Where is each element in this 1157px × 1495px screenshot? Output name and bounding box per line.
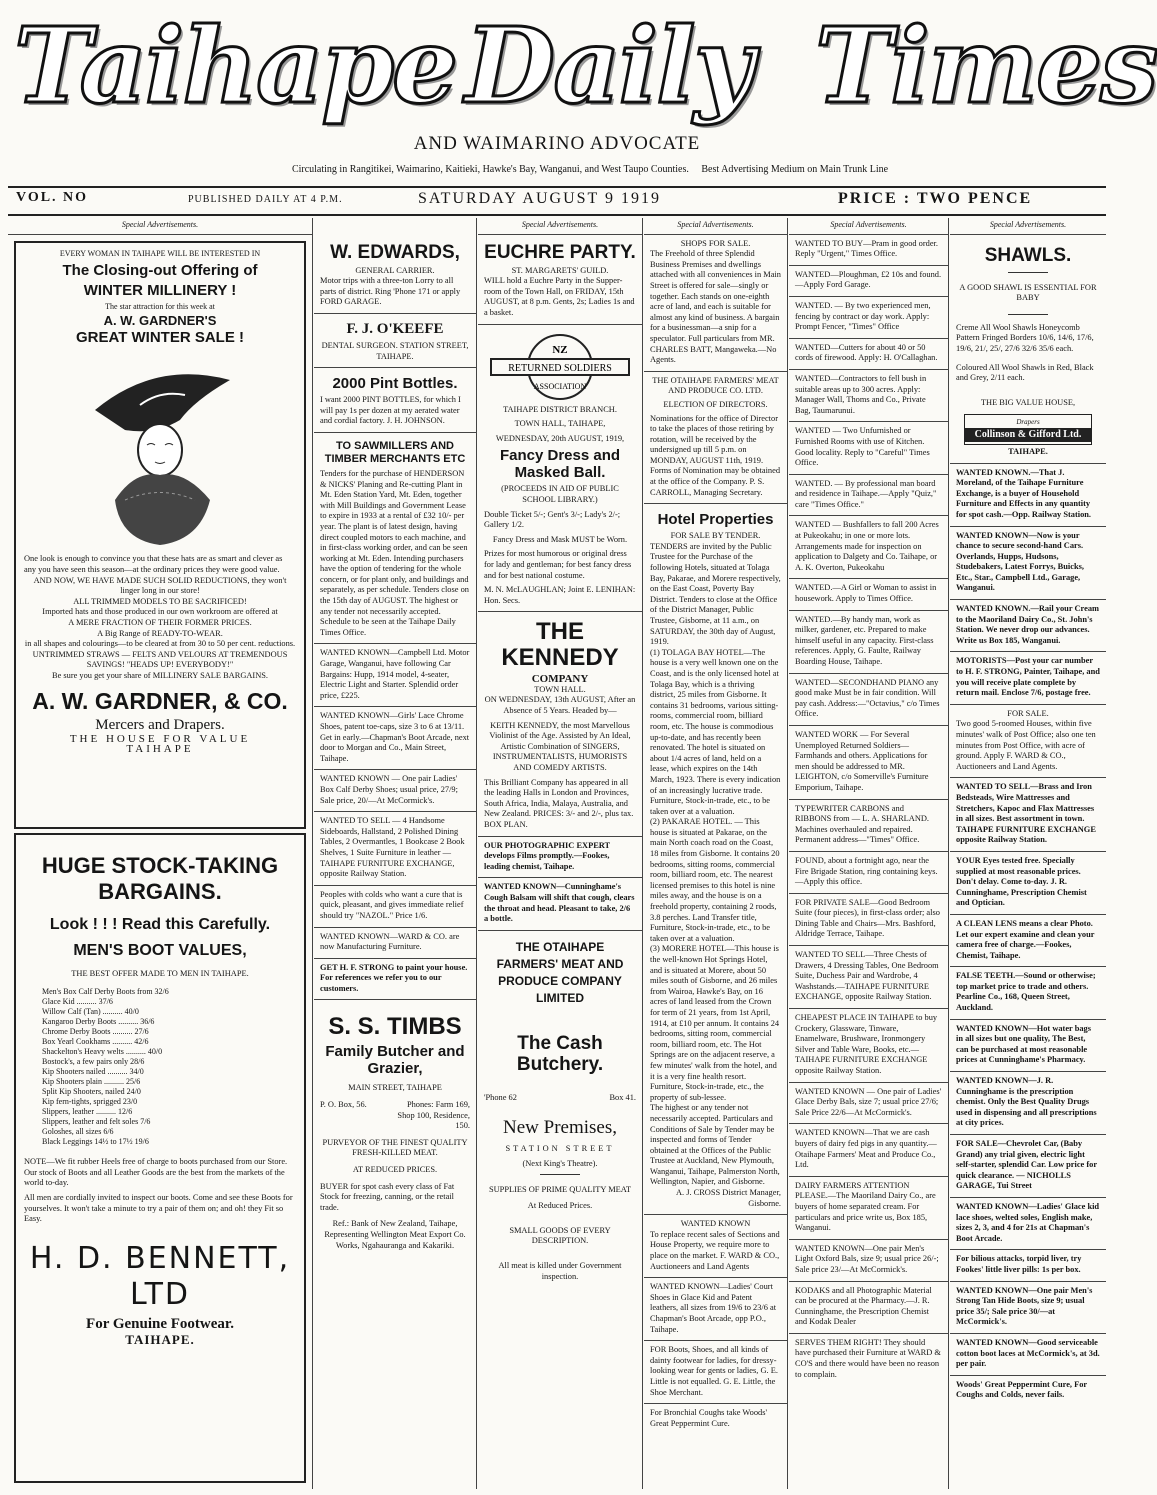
divider bbox=[540, 1174, 580, 1175]
court-shoes-ad: WANTED KNOWN—Ladies' Court Shoes in Glace Kid and Patent leathers, all sizes from 19/6 to 23/6 at Chapman's Boot Arcade, opp P.O., Taihape. bbox=[644, 1278, 787, 1341]
big-value-house: THE BIG VALUE HOUSE, bbox=[980, 397, 1076, 407]
classified-ad: WANTED. — By professional man board and residence in Taihape.—Apply "Quiz," care "Times Office." bbox=[789, 475, 948, 517]
prizes-line: Prizes for most humorous or original dress for lady and gentleman; for best fancy dress and for best national costume. bbox=[484, 549, 632, 580]
good-shawl-line: A GOOD SHAWL IS ESSENTIAL FOR BABY bbox=[959, 282, 1097, 303]
classified-ad: FOR SALE—Chevrolet Car, (Baby Grand) any trial given, electric light self-starter, splendid Car. Low price for quick clearance. — NICHOLLS GARAGE, Tui Street bbox=[950, 1135, 1106, 1198]
classified-ad: KODAKS and all Photographic Material can be procured at the Pharmacy.—J. R. Cunninghame, the Prescription Chemist and Kodak Dealer bbox=[789, 1282, 948, 1334]
for-sale-body: Two good 5-roomed Houses, within five minutes' walk of Post Office; also one ten minutes from Post Office, with acre of ground. Apply F. WARD & CO., Auctioneers and Land Agents. bbox=[956, 719, 1096, 771]
published-daily: PUBLISHED DAILY AT 4 P.M. bbox=[188, 194, 343, 205]
top-rule bbox=[8, 186, 1106, 188]
classified-ad: WANTED KNOWN—J. R. Cunninghame is the prescription chemist. Only the Best Quality Drugs used in dispensing and all prescriptions at city prices. bbox=[950, 1072, 1106, 1135]
invite-text: All men are cordially invited to inspect our boots. Come and see these Boots for yourselves. It won't take a minute to try a pair of them on; and oh! they Fit so Easy. bbox=[24, 1192, 293, 1224]
euchre-ad bbox=[478, 235, 642, 325]
price-item: Chrome Derby Boots .......... 27/6 bbox=[42, 1027, 149, 1037]
special-advertisements-header: Special Advertisements. bbox=[950, 218, 1106, 235]
price-item: Bostock's, a few pairs only 28/6 bbox=[42, 1057, 145, 1067]
shops-ad bbox=[644, 235, 787, 372]
genuine-footwear: For Genuine Footwear. bbox=[86, 1315, 234, 1332]
classified-ad: FALSE TEETH.—Sound or otherwise; top market price to trade and others. Pearline Co., 168, Queen Street, Auckland. bbox=[950, 967, 1106, 1019]
bennett-name: H. D. BENNETT, LTD bbox=[29, 1240, 291, 1312]
price-item: Box Yearl Cookhams .......... 42/6 bbox=[42, 1037, 149, 1047]
timbs-phones: Phones: Farm 169, Shop 100, Residence, 150. bbox=[397, 1100, 470, 1131]
best-offer-line: THE BEST OFFER MADE TO MEN IN TAIHAPE. bbox=[71, 968, 249, 978]
timbs-po-box: P. O. Box, 56. bbox=[320, 1100, 367, 1110]
special-advertisements-header: Special Advertisements. bbox=[789, 218, 948, 235]
kennedy-company: COMPANY bbox=[531, 673, 589, 686]
classified-ad: WANTED TO SELL—Three Chests of Drawers, 4 Dressing Tables, One Bedroom Suite, Duchess Pair and Wardrobe, 4 Washstands.—TAIHAPE FURNITURE EXCHANGE, opposite Railway Station. bbox=[789, 946, 948, 1009]
cough-ad: WANTED KNOWN—Cunninghame's Cough Balsam will shift that cough, clears the throat and head. Pleasant to take, 2/6 a bottle. bbox=[478, 878, 642, 930]
price-item: Kangaroo Derby Boots .......... 36/6 bbox=[42, 1017, 155, 1027]
read-carefully: Look ! ! ! Read this Carefully. bbox=[49, 915, 271, 933]
boot-price-list bbox=[24, 987, 296, 1147]
classified-ad: YOUR Eyes tested free. Specially supplied at most reasonable prices. Don't delay. Come to-day. J. R. Cunninghame, Prescription Chemist and Optician. bbox=[950, 852, 1106, 915]
collinson-town: TAIHAPE. bbox=[1008, 446, 1048, 456]
classified-ad: A CLEAN LENS means a clear Photo. Let our expert examine and clean your camera free of charge.—Fookes, Chemist, Taihape. bbox=[950, 915, 1106, 967]
edwards-name: W. EDWARDS, bbox=[330, 241, 460, 263]
photo-ad: OUR PHOTOGRAPHIC EXPERT develops Films promptly.—Fookes, leading chemist, Taihape. bbox=[478, 837, 642, 879]
election-title: ELECTION OF DIRECTORS. bbox=[663, 399, 768, 409]
best-medium-text: Best Advertising Medium on Main Trunk Line bbox=[701, 164, 889, 175]
classified-ad: Woods' Great Peppermint Cure, For Coughs and Colds, never fails. bbox=[956, 1379, 1087, 1400]
classified-ad: WANTED.—By handy man, work as milker, gardener, etc. Prepared to make himself useful in any capacity. First-class references. Apply, G. Faulte, Railway Boarding House, Taihape. bbox=[789, 611, 948, 674]
classified-ad: For bilious attacks, torpid liver, try Fookes' little liver pills: 1s per box. bbox=[950, 1250, 1106, 1281]
at-reduced-line: At Reduced Prices. bbox=[527, 1201, 593, 1211]
election-company: THE OTAIHAPE FARMERS' MEAT AND PRODUCE CO. LTD. bbox=[652, 375, 779, 396]
classified-ad: TYPEWRITER CARBONS and RIBBONS from — L. A. SHARLAND. Machines overhauled and repaired. Permanent address—"Times" Office. bbox=[789, 800, 948, 852]
classified-ad: WANTED—Cutters for about 40 or 50 cords of firewood. Apply: H. O'Callaghan. bbox=[789, 339, 948, 370]
wanted-known-ad bbox=[644, 1215, 787, 1278]
hat-illustration-icon bbox=[85, 350, 235, 550]
classified-ad: WANTED KNOWN.—Rail your Cream to the Maoriland Dairy Co., St. John's Station. We never drop our advances. Write us Box 185, Wanganui. bbox=[950, 600, 1106, 652]
hotel-signature: A. J. CROSS District Manager, Gisborne. bbox=[675, 1188, 781, 1208]
chrome-shoes-ad: WANTED KNOWN—Girls' Lace Chrome Shoes, patent toe-caps, size 3 to 6 at 13/11. Get in early.—Chapman's Boot Arcade, next door to Morgan and Co., Main Street, Taihape. bbox=[314, 707, 476, 770]
okeefe-name: F. J. O'KEEFE bbox=[346, 320, 444, 337]
rsa-date: WEDNESDAY, 20th AUGUST, 1919, bbox=[495, 433, 625, 443]
circulation-text: Circulating in Rangitikei, Waimarino, Kaitieki, Hawke's Bay, Wanganui, and West Taupo Counties. bbox=[291, 164, 689, 175]
hotel-highest: The highest or any tender not necessarily accepted. Particulars and Conditions of Sale by Tender may be inspected and forms of Tender obtained at the Offices of the Public Trustee at Auckland, New Plymouth, Wanganui, Taihape, Palmerston North, Wellington, Napier, and Gisborne. bbox=[650, 1103, 780, 1187]
rsa-badge-icon bbox=[485, 331, 635, 403]
rsa-band-text: RETURNED SOLDIERS bbox=[508, 362, 612, 374]
price-item: Goloshes, all sizes 6/6 bbox=[42, 1127, 114, 1137]
great-winter-sale: GREAT WINTER SALE ! bbox=[75, 329, 245, 347]
classified-ad: WANTED KNOWN—That we are cash buyers of dairy fed pigs in any quantity.—Otaihape Farmers' Meat and Produce Co., Ltd. bbox=[789, 1124, 948, 1176]
sawmill-body: Tenders for the purchase of HENDERSON & NICKS' Planing and Re-cutting Plant in Mt. Eden Station Yard, Mt. Eden, together with Mill Buildings and Government Lease to expire in 1933 at a rental of £32 10/- per year. The plant is of latest design, having direct coupled motors to each machine, and in first-class working order, and can be seen working at Mt. Eden. Intending purchasers have the option of tendering for the whole concern, or for plant only, and buildings and separately, as per schedule. Tenders close on the 15th day of AUGUST. The highest or any tender not necessarily accepted. Schedule to be seen at the Taihape Daily Times Office. bbox=[320, 468, 469, 637]
ad-star-line: The star attraction for this week at bbox=[105, 302, 215, 312]
coloured-shawls: Coloured All Wool Shawls in Red, Black and Grey, 2/11 each. bbox=[956, 362, 1094, 383]
kennedy-date: ON WEDNESDAY, 13th AUGUST, After an Absence of 5 Years. Headed by— bbox=[484, 695, 636, 716]
bronchial-ad: For Bronchial Coughs take Woods' Great Peppermint Cure. bbox=[650, 1408, 767, 1428]
cash-contact bbox=[484, 1093, 636, 1104]
cash-box: Box 41. bbox=[609, 1092, 636, 1102]
election-body: Nominations for the office of Director to take the places of those retiring by rotation, will be received by the undersigned up till 5 p.m. on MONDAY, AUGUST 11th, 1919. Forms of Nomination may be obtained at the office of the Company. P. S. CARROLL, Managing Secretary. bbox=[650, 413, 781, 497]
bennett-town: TAIHAPE. bbox=[125, 1332, 195, 1348]
supplies-line: SUPPLIES OF PRIME QUALITY MEAT bbox=[488, 1184, 632, 1194]
small-goods-line: SMALL GOODS OF EVERY DESCRIPTION. bbox=[509, 1225, 611, 1246]
hotel-tender: FOR SALE BY TENDER. bbox=[670, 531, 761, 541]
column-rule bbox=[312, 218, 313, 1489]
note-text: NOTE—We fit rubber Heels free of charge to boots purchased from our Store. Our stock of Boots and all Leather Goods are the best from the markets of the world to-day. bbox=[24, 1157, 288, 1188]
share-line: Be sure you get your share of MILLINERY SALE BARGAINS. bbox=[51, 670, 268, 680]
classified-ad: WANTED—Contractors to fell bush in suitable areas up to 300 acres. Apply: Manager Wall, Thoms and Co., Private Bag, Taumarunui. bbox=[789, 370, 948, 422]
bennett-boots-ad bbox=[14, 833, 306, 1483]
price-item: Kip Shooters plain .......... 25/6 bbox=[42, 1077, 141, 1087]
cash-butchery-title: The Cash Butchery. bbox=[516, 1032, 604, 1075]
farmers-title: THE OTAIHAPE FARMERS' MEAT AND PRODUCE COMPANY LIMITED bbox=[496, 939, 624, 1005]
gardner-firm-name: A. W. GARDNER, & CO. bbox=[32, 687, 288, 714]
sawmill-title: TO SAWMILLERS AND TIMBER MERCHANTS ETC bbox=[324, 439, 466, 465]
timbs-ref: Ref.: Bank of New Zealand, Taihape, Representing Wellington Meat Export Co. Works, Ngahauranga and Kakariki. bbox=[324, 1219, 466, 1250]
campbell-ad: WANTED KNOWN—Campbell Ltd. Motor Garage, Wanganui, have following Car Bargains: Hupp, 1914 model, 4-seater, Electric Light and Starter. Splendid order price, £225. bbox=[314, 644, 476, 707]
house-for-value: THE HOUSE FOR VALUE bbox=[69, 732, 251, 745]
classified-ad: WANTED KNOWN.—That J. Moreland, of the Taihape Furniture Exchange, is a buyer of Household Furniture and Effects in any quantity for spot cash.—Opp. Railway Station. bbox=[950, 464, 1106, 527]
ready-line: A Big Range of READY-TO-WEAR. bbox=[97, 628, 223, 638]
special-advertisements-header: Special Advertisements. bbox=[644, 218, 787, 235]
stocktaking-headline: HUGE STOCK-TAKING BARGAINS. bbox=[41, 852, 279, 904]
volume-number: VOL. NO bbox=[16, 190, 89, 205]
divider bbox=[1008, 272, 1048, 273]
imported-line: Imported hats and those produced in our own workroom are offered at bbox=[42, 607, 278, 617]
timbs-name: S. S. TIMBS bbox=[328, 1013, 462, 1041]
classified-ad: WANTED KNOWN — One pair of Ladies' Glace Derby Bals, size 7; usual price 27/6; Sale Price 22/6—At McCormick's. bbox=[789, 1083, 948, 1125]
ad-headline: The Closing-out Offering of bbox=[62, 262, 258, 280]
wanted-known-title: WANTED KNOWN bbox=[680, 1219, 751, 1229]
shops-body: The Freehold of three Splendid Business Premises and dwellings attached with all conveniences in Main Street is offered for sale—singly or together. Each stands on one-eighth acre of land, and each is suitable for almost any kind of business. A bargain for a businessman—a snip for a speculator. Full particulars from MR. CHARLES BATT, Mangaweka.—No Agents. bbox=[650, 249, 781, 365]
masthead-word-taihape: Taihape bbox=[14, 4, 457, 127]
rsa-bottom-text: ASSOCIATION bbox=[533, 381, 587, 391]
price-item: Slippers, leather and felt soles 7/6 bbox=[42, 1117, 151, 1127]
rsa-hall: TOWN HALL, TAIHAPE, bbox=[514, 419, 606, 429]
timbs-reduced: AT REDUCED PRICES. bbox=[352, 1165, 438, 1175]
shawls-title: SHAWLS. bbox=[984, 244, 1072, 266]
ladies-shoes-ad: WANTED KNOWN — One pair Ladies' Box Calf Derby Shoes; usual price, 27/9; Sale price, 20/—At McCormick's. bbox=[314, 770, 476, 812]
next-kings: (Next King's Theatre). bbox=[522, 1158, 598, 1168]
timbs-purveyor: PURVEYOR OF THE FINEST QUALITY FRESH-KILLED MEAT. bbox=[322, 1137, 468, 1158]
timbs-ad bbox=[314, 1000, 476, 1256]
classified-ad: WANTED.—A Girl or Woman to assist in housework. Apply to Times Office. bbox=[789, 579, 948, 610]
kennedy-title: THE KENNEDY bbox=[501, 618, 619, 672]
price-item: Slippers, leather .......... 12/6 bbox=[42, 1107, 133, 1117]
classified-ad: WANTED KNOWN—One pair Men's Strong Tan Hide Boots, size 9; usual price 35/; Sale price 30/—at McCormick's. bbox=[950, 1282, 1106, 1334]
furniture-sell-ad: WANTED TO SELL — 4 Handsome Sideboards, Hallstand, 2 Polished Dining Tables, 2 Overmantles, 1 Bookcase 2 Book Shelves, 1 Suite Furniture in leather — TAIHAPE FURNITURE EXCHANGE, opposite Railway Station. bbox=[314, 812, 476, 886]
classified-ad: WANTED TO BUY—Pram in good order. Reply "Urgent," Times Office. bbox=[789, 235, 948, 266]
classified-ad: MOTORISTS—Post your car number to H. F. STRONG, Painter, Taihape, and you will receive plate complete by return mail. Enclose 7/6, postage free. bbox=[950, 652, 1106, 704]
classified-ad: SERVES THEM RIGHT! They should have purchased their Furniture at WARD & CO'S and there would have been no reason to complain. bbox=[795, 1337, 941, 1379]
mercers-line: Mercers and Drapers. bbox=[95, 716, 225, 733]
ad-body: One look is enough to convince you that these hats are as smart and clever as any you have seen this season—at the ordinary prices they were good value. bbox=[24, 554, 283, 574]
cash-butchery-ad bbox=[478, 931, 642, 1287]
hotel-tolaga: (1) TOLAGA BAY HOTEL—The house is a very well known one on the Coast, and is the only licensed hotel at Tolaga Bay, which is a thriving district, 25 miles from Gisborne. It contains 31 bedrooms, various sitting-rooms, commercial room, billiard room, etc. The house is commodious up-to-date, and has recently been renovated. The hotel is situated on about 1/4 acres of land, held on a lease, which expires on the 14th March, 1923. There is every indication of an increasingly lucrative trade. Furniture, Stock-in-trade, etc., to be taken over at a valuation. bbox=[650, 647, 781, 816]
issue-bar bbox=[8, 190, 1106, 214]
masthead-word-daily: Daily bbox=[465, 4, 753, 127]
timbs-trade: Family Butcher and Grazier, bbox=[325, 1043, 465, 1078]
issue-price: PRICE : TWO PENCE bbox=[838, 190, 1033, 207]
column-6 bbox=[950, 218, 1106, 1491]
classified-ad: WANTED. — By two experienced men, fencing by contract or day work. Apply: Prompt Fencer, "Times" Office bbox=[789, 297, 948, 339]
kennedy-hall: TOWN HALL. bbox=[534, 684, 586, 694]
ad-headline-2: WINTER MILLINERY ! bbox=[83, 282, 237, 300]
column-rule bbox=[642, 218, 643, 1489]
column-5 bbox=[789, 218, 948, 1491]
fancy-dress-title: Fancy Dress and Masked Ball. bbox=[499, 447, 621, 482]
for-sale-title: FOR SALE. bbox=[1007, 708, 1049, 718]
price-item: Glace Kid .......... 37/6 bbox=[42, 997, 113, 1007]
euchre-title: EUCHRE PARTY. bbox=[484, 241, 636, 263]
timbs-contact bbox=[320, 1100, 470, 1132]
strong-ad: GET H. F. STRONG to paint your house. For references we refer you to our customers. bbox=[314, 959, 476, 1001]
classified-ad: WANTED TO SELL—Brass and Iron Bedsteads, Wire Mattresses and Stretchers, Kapoc and Flax Mattresses in all sizes. Best assortment in town. TAIHAPE FURNITURE EXCHANGE opposite Railway Station. bbox=[950, 778, 1106, 852]
column-rule bbox=[787, 218, 788, 1489]
classified-ad: WANTED KNOWN—One pair Men's Light Oxford Bals, size 9; usual price 26/-; Sale price 23/—At McCormick's. bbox=[789, 1240, 948, 1282]
rsa-branch: TAIHAPE DISTRICT BRANCH. bbox=[503, 404, 617, 414]
mask-line: Fancy Dress and Mask MUST be Worn. bbox=[492, 534, 628, 544]
dainty-footwear-ad: FOR Boots, Shoes, and all kinds of dainty footwear for ladies, for dressy-looking wear for gents or ladies, G. E. Little is not equalled. G. E. Little, the Shoe Merchant. bbox=[644, 1341, 787, 1404]
column-2 bbox=[314, 218, 476, 1491]
column-rule bbox=[948, 218, 949, 1489]
creme-shawls: Creme All Wool Shawls Honeycomb Pattern Fringed Borders 10/6, 14/6, 17/6, 19/6, 21/, 25/, 27/6 32/6 35/6 each. bbox=[956, 322, 1094, 353]
classified-ad: WANTED—SECONDHAND PIANO any good make Must be in fair condition. Will pay cash. Address:—"Octavius," c/o Times Office. bbox=[789, 674, 948, 726]
masthead bbox=[0, 0, 1157, 195]
circulation-line bbox=[140, 164, 1040, 175]
euchre-body: WILL hold a Euchre Party in the Supper-room of the Town Hall, on FRIDAY, 15th AUGUST, at 8 p.m. Gents, 2s; Ladies 1s and a basket. bbox=[484, 276, 635, 317]
kennedy-brilliant: This Brilliant Company has appeared in all the leading Halls in London and Provinces, South Africa, India, Malaya, Australia, and New Zealand. PRICES: 3/- and 2/-, plus tax. BOX PLAN. bbox=[484, 777, 634, 829]
classified-ad: WANTED KNOWN—Now is your chance to secure second-hand Cars. Overlands, Hupps, Hudsons, Studebakers, Latest Forrys, Buicks, Etc., Star., Campbell Ltd., Garage, Wanganui. bbox=[950, 527, 1106, 601]
fraction-line: A MERE FRACTION OF THEIR FORMER PRICES. bbox=[68, 617, 252, 627]
classified-ad: WANTED KNOWN—Ladies' Glace kid lace shoes, welted soles, English make, sizes 2, 3, and 4 for 21s at Chapman's Boot Arcade. bbox=[950, 1198, 1106, 1250]
gardner-name: A. W. GARDNER'S bbox=[103, 312, 217, 328]
special-advertisements-header: Special Advertisements. bbox=[478, 218, 642, 235]
rsa-top-text: NZ bbox=[552, 343, 568, 356]
proceeds-line: (PROCEEDS IN AID OF PUBLIC SCHOOL LIBRARY.) bbox=[501, 484, 619, 504]
classified-ad: FOR PRIVATE SALE—Good Bedroom Suite (four pieces), in first-class order; also Dining Table and Chairs—Mrs. Bashford, Aldridge Terrace, Taihape. bbox=[789, 894, 948, 946]
classified-ad: WANTED — Bushfallers to fall 200 Acres at Pukeokahu; in one or more lots. Arrangements made for inspection on application to Dalgety and Co. Taihape, or A. K. Overton, Pukeokahu bbox=[789, 516, 948, 579]
boot-values-heading: MEN'S BOOT VALUES, bbox=[73, 941, 247, 959]
new-premises: New Premises, bbox=[503, 1117, 617, 1139]
masthead-subtitle: AND WAIMARINO ADVOCATE bbox=[413, 133, 701, 154]
untrimmed-line: UNTRIMMED STRAWS — FELTS AND VELOURS AT TREMENDOUS SAVINGS! "HEADS UP! EVERYBODY!" bbox=[32, 649, 288, 670]
trimmed-line: ALL TRIMMED MODELS TO BE SACRIFICED! bbox=[73, 596, 247, 606]
classified-ad: FOUND, about a fortnight ago, near the Fire Brigade Station, ring containing keys.—Apply this office. bbox=[789, 852, 948, 894]
hotel-body: TENDERS are invited by the Public Trustee for the Purchase of the following Hotels, situated at Tolaga Bay, Pakarae, and Morere respectively, on the East Coast, Poverty Bay District. Tenders to close at the Office of the District Manager, Public Trustee, Gisborne, at 11 a.m., on SATURDAY, the 30th day of August, 1919. bbox=[650, 541, 781, 647]
column-3 bbox=[478, 218, 642, 1491]
government-line: All meat is killed under Government inspection. bbox=[498, 1260, 622, 1281]
price-item: Willow Calf (Tan) .......... 40/0 bbox=[42, 1007, 139, 1017]
rsa-ball-ad bbox=[478, 325, 642, 613]
price-item: Shackelton's Heavy welts .......... 40/0 bbox=[42, 1047, 163, 1057]
secretaries-line: M. N. McLAUGHLAN; Joint E. LENIHAN: Hon. Secs. bbox=[484, 585, 636, 605]
gardner-millinery-ad bbox=[14, 241, 306, 829]
okeefe-sub: DENTAL SURGEON. STATION STREET, TAIHAPE. bbox=[321, 340, 469, 361]
gardner-town: TAIHAPE bbox=[126, 743, 194, 756]
ad-top-line: EVERY WOMAN IN TAIHAPE WILL BE INTERESTED IN bbox=[59, 248, 261, 258]
special-advertisements-header: Special Advertisements. bbox=[8, 218, 312, 235]
edwards-ad bbox=[314, 235, 476, 314]
bottles-body: I want 2000 PINT BOTTLES, for which I will pay 1s per dozen at my aerated water and cordial factory. J. H. JOHNSON. bbox=[320, 395, 461, 426]
column-rule bbox=[476, 218, 477, 1489]
classified-ad: WANTED — Two Unfurnished or Furnished Rooms with use of Kitchen. Good locality. Reply to "Careful" Times Office. bbox=[789, 422, 948, 474]
divider bbox=[1008, 314, 1048, 315]
classified-ad: WANTED KNOWN—Hot water bags in all sizes but one quality, The Best, can be purchased at most reasonable prices at Cunninghame's Pharmacy. bbox=[950, 1020, 1106, 1072]
classified-ad: CHEAPEST PLACE IN TAIHAPE to buy Crockery, Glassware, Tinware, Enamelware, Brushware, Ironmongery Silver and Table Ware, Books, etc.—TAIHAPE FURNITURE EXCHANGE opposite Railway Station. bbox=[789, 1009, 948, 1083]
collinson-name: Collinson & Gifford Ltd. bbox=[965, 428, 1091, 442]
cash-phone: 'Phone 62 bbox=[484, 1092, 517, 1102]
timbs-street: MAIN STREET, TAIHAPE bbox=[348, 1083, 442, 1093]
election-ad bbox=[644, 372, 787, 505]
column-4 bbox=[644, 218, 787, 1491]
column-1 bbox=[8, 218, 312, 1491]
collinson-logo bbox=[964, 414, 1092, 445]
issue-date: SATURDAY AUGUST 9 1919 bbox=[418, 190, 661, 207]
edwards-body: Motor trips with a three-ton Lorry to all parts of district. Ring 'Phone 171 or apply FORD GARAGE. bbox=[320, 276, 461, 307]
sawmill-ad bbox=[314, 433, 476, 645]
price-item: Black Leggings 14½ to 17½ 19/6 bbox=[42, 1137, 149, 1147]
classified-ad: WANTED WORK — For Several Unemployed Returned Soldiers—Farmhands and others. Applications for men should be addressed to MR. LEIGHTON, c/o Somerville's Furniture Emporium, Taihape. bbox=[789, 726, 948, 800]
bar-rule bbox=[8, 214, 1106, 216]
hotel-morere: (3) MORERE HOTEL—This house is the well-known Hot Springs Hotel, and is situated at Morere, about 50 miles south of Gisborne, and 26 miles from Wairoa, Hawke's Bay, on 16 acres of land leased from the Crown for term of 21 years, from 1st April, 1914, at £10 per annum. It contains 24 bedrooms, sitting room, commercial room, billiard room, etc. The Hot Springs are on the adjacent reserve, a few minutes' walk from the hotel, and it is a very fine health resort. Furniture, Stock-in-trade, etc., the property of sub-lessee. bbox=[650, 944, 780, 1102]
tickets-line: Double Ticket 5/-; Gent's 3/-; Lady's 2/-; Gallery 1/2. bbox=[484, 509, 621, 530]
ward-ad: WANTED KNOWN—WARD & CO. are now Manufacturing Furniture. bbox=[314, 928, 476, 959]
price-item: Kip Shooters nailed .......... 34/0 bbox=[42, 1067, 144, 1077]
station-street: STATION STREET bbox=[505, 1144, 615, 1154]
classified-ad: DAIRY FARMERS ATTENTION PLEASE.—The Maoriland Dairy Co., are buyers of home separated cream. For particulars and price write us, Box 185, Wanganui. bbox=[789, 1177, 948, 1240]
hotel-ad bbox=[644, 504, 787, 1215]
shawls-ad bbox=[950, 235, 1106, 464]
price-item: Split Kip Shooters, nailed 24/0 bbox=[42, 1087, 141, 1097]
masthead-word-times: Times bbox=[815, 4, 1157, 127]
for-sale-ad bbox=[950, 705, 1106, 779]
kennedy-keith: KEITH KENNEDY, the most Marvellous Violinist of the Age. Assisted by An Ideal, Artistic Combination of SINGERS, INSTRUMENTALISTS, HUMORISTS AND COMEDY ARTISTS. bbox=[489, 720, 631, 773]
classified-ad: WANTED KNOWN—Good serviceable cotton boot laces at McCormick's, at 3d. per pair. bbox=[950, 1334, 1106, 1376]
price-item: Kip fern-tights, sprigged 23/0 bbox=[42, 1097, 138, 1107]
collinson-sub: Drapers bbox=[1016, 418, 1040, 427]
kennedy-ad bbox=[478, 612, 642, 836]
classified-ad: WANTED—Ploughman, £2 10s and found.—Apply Ford Garage. bbox=[789, 266, 948, 297]
timbs-buyer: BUYER for spot cash every class of Fat Stock for freezing, canning, or the retail trade. bbox=[320, 1181, 455, 1212]
hotel-pakarae: (2) PAKARAE HOTEL. — This house is situated at Pakarae, on the main North coach road on the Coast, 18 miles from Gisborne. It contains 20 bedrooms, sitting rooms, commercial room, billiard room, etc. The nearest licensed premises to this hotel is nine miles away, and the house is on a freehold property, containing 2 roods, 3.8 perches. Land Transfer title, Furniture, Stock-in-trade, etc., to be taken over at a valuation. bbox=[650, 817, 780, 943]
price-item: Men's Box Calf Derby Boots from 32/6 bbox=[42, 987, 169, 997]
okeefe-ad bbox=[314, 314, 476, 368]
reductions-line: AND NOW, WE HAVE MADE SUCH SOLID REDUCTIONS, they won't linger long in our store! bbox=[33, 575, 287, 596]
bottles-title: 2000 Pint Bottles. bbox=[332, 375, 458, 393]
nazol-ad: Peoples with colds who want a cure that is quick, pleasant, and gives immediate relief should try "NAZOL." Price 1/6. bbox=[314, 886, 476, 928]
edwards-sub: GENERAL CARRIER. bbox=[355, 265, 435, 275]
hotel-title: Hotel Properties bbox=[657, 511, 774, 529]
bottles-ad bbox=[314, 368, 476, 433]
euchre-sub: ST. MARGARETS' GUILD. bbox=[511, 265, 609, 275]
cleared-line: in all shapes and colourings—to be cleared at from 30 to 50 per cent. reductions. bbox=[24, 639, 296, 649]
shops-title: SHOPS FOR SALE. bbox=[680, 238, 751, 248]
wanted-known-body: To replace recent sales of Sections and House Property, we require more to place on the market. F. WARD & CO., Auctioneers and Land Agents bbox=[650, 1229, 780, 1271]
